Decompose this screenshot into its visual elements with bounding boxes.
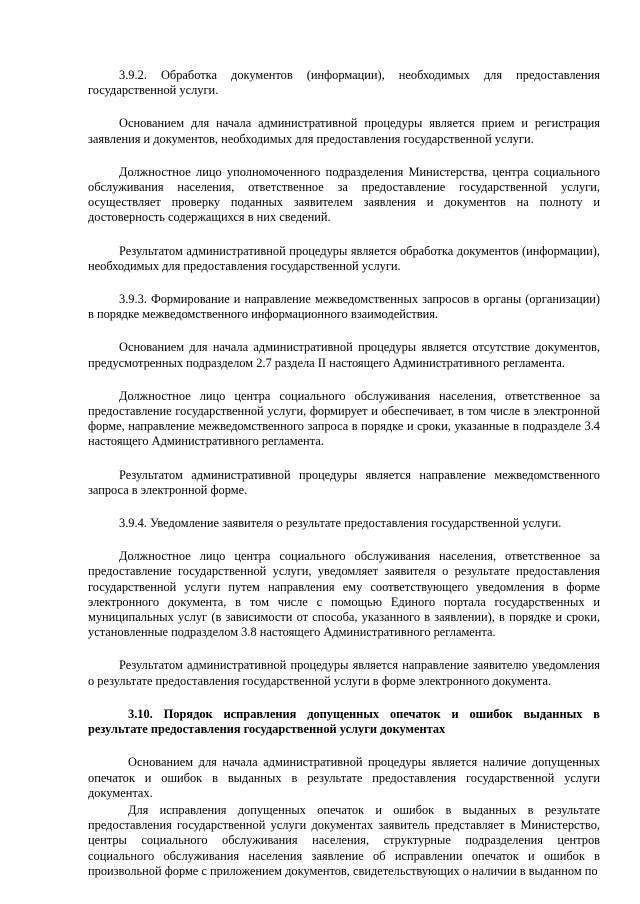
paragraph-official-interagency-request: Должностное лицо центра социального обслуживания населения, ответственное за предоставление государственной услуги, формирует и обеспечивает, в том числе в электронной форме, направление межведомственного запроса в порядке и сроки, указанные в подразделе 3.4 настоящего Административного регламента. <box>88 388 600 449</box>
paragraph-result-processing: Результатом административной процедуры является обработка документов (информации), необходимых для предоставления государственной услуги. <box>88 243 600 273</box>
paragraph-basis-registration: Основанием для начала административной процедуры является прием и регистрация заявления и документов, необходимых для предоставления государственной услуги. <box>88 116 600 146</box>
document-body <box>88 68 600 897</box>
paragraph-official-notification: Должностное лицо центра социального обслуживания населения, ответственное за предоставление государственной услуги, уведомляет заявителя о результате предоставления государственной услуги путем направления ему соответствующего уведомления в форме электронного документа, в том числе с помощью Единого портала государственных и муниципальных услуг (в зависимости от способа, указанного в заявлении), в порядке и сроки, установленные подразделом 3.8 настоящего Административного регламента. <box>88 549 600 640</box>
section-heading-3-10: 3.10. Порядок исправления допущенных опечаток и ошибок выданных в результате предоставления государственной услуги документах <box>88 706 600 737</box>
paragraph-3-9-2-title: 3.9.2. Обработка документов (информации), необходимых для предоставления государственной услуги. <box>88 68 600 98</box>
paragraph-3-9-3-title: 3.9.3. Формирование и направление межведомственных запросов в органы (организации) в порядке межведомственного информационного взаимодействия. <box>88 292 600 322</box>
paragraph-result-interagency-request: Результатом административной процедуры является направление межведомственного запроса в электронной форме. <box>88 467 600 497</box>
paragraph-3-9-4-title: 3.9.4. Уведомление заявителя о результате предоставления государственной услуги. <box>119 516 562 531</box>
paragraph-basis-errors: Основанием для начала административной процедуры является наличие допущенных опечаток и ошибок в выданных в результате предоставления государственной услуги документах. <box>88 755 600 800</box>
paragraph-official-verification: Должностное лицо уполномоченного подразделения Министерства, центра социального обслуживания населения, ответственное за предоставление государственной услуги, осуществляет проверку поданных заявителем заявления и документов на полноту и достоверность содержащихся в них сведений. <box>88 164 600 225</box>
paragraph-basis-missing-documents: Основанием для начала административной процедуры является отсутствие документов, предусмотренных подразделом 2.7 раздела II настоящего Административного регламента. <box>88 340 600 370</box>
paragraph-correction-request: Для исправления допущенных опечаток и ошибок в выданных в результате предоставления государственной услуги документах заявитель представляет в Министерство, центры социального обслуживания населения, структурные подразделения центров социального обслуживания населения заявление об исправлении опечаток и ошибок в произвольной форме с приложением документов, свидетельствующих о наличии в выданном по <box>88 802 600 878</box>
paragraph-result-notification: Результатом административной процедуры является направление заявителю уведомления о результате предоставления государственной услуги в форме электронного документа. <box>88 658 600 688</box>
